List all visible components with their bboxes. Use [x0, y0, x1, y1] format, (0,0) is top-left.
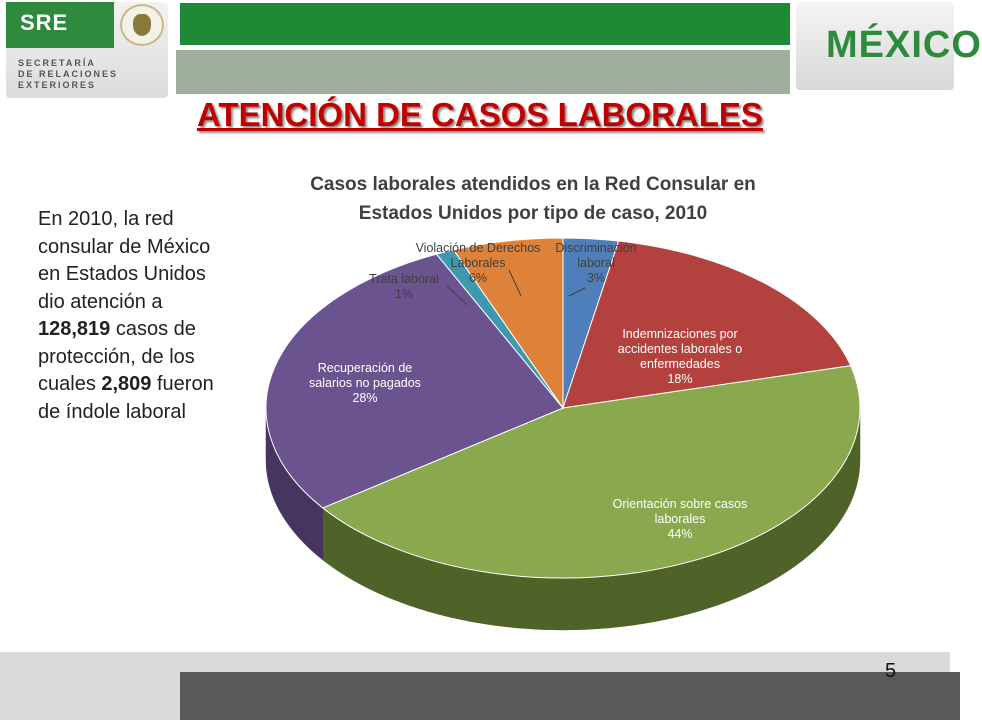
slice-label: Laborales: [450, 256, 506, 270]
slice-label: laborales: [654, 512, 706, 526]
summary-text: [38, 206, 228, 426]
page-number: 5: [885, 660, 897, 682]
slice-label: salarios no pagados: [309, 376, 421, 390]
slice-label: Trata laboral: [369, 272, 439, 286]
sre-name-line: EXTERIORES: [18, 80, 97, 90]
slice-percent-label: 18%: [667, 372, 693, 386]
chart-title-line: Estados Unidos por tipo de caso, 2010: [358, 203, 708, 224]
footer-dark-band: [180, 672, 960, 720]
slice-percent-label: 3%: [586, 271, 606, 285]
coat-of-arms-icon: [120, 4, 164, 46]
slice-label: Indemnizaciones por: [622, 327, 738, 341]
slice-label: accidentes laborales o: [617, 342, 743, 356]
slice-percent-label: 6%: [468, 271, 488, 285]
header-green-bar: [180, 3, 790, 45]
pie-chart: [255, 160, 865, 645]
header-gray-bar: [176, 50, 790, 94]
slice-label: Orientación sobre casos: [612, 497, 748, 511]
total-cases-value: 128,819: [38, 318, 111, 340]
chart-title-line: Casos laborales atendidos en la Red Consular en: [310, 174, 756, 195]
summary-intro: En 2010, la red consular de México en Estados Unidos dio atención a: [38, 208, 211, 313]
sre-full-name: [18, 58, 118, 91]
eagle-icon: [133, 14, 151, 36]
slice-label: enfermedades: [640, 357, 720, 371]
page-title: ATENCIÓN DE CASOS LABORALES: [197, 96, 763, 133]
slice-label: laboral: [577, 256, 615, 270]
slice-percent-label: 1%: [394, 287, 414, 301]
slice-percent-label: 28%: [352, 391, 378, 405]
summary-outro: fueron de índole laboral: [38, 373, 214, 423]
slice-label: Recuperación de: [317, 361, 413, 375]
sre-name-line: SECRETARÍA: [18, 58, 96, 68]
sre-acronym: SRE: [20, 10, 69, 35]
slice-label: Violación de Derechos: [415, 241, 541, 255]
sre-logo: [6, 2, 168, 98]
pie-slices: [266, 238, 860, 578]
mexico-wordmark: MÉXICO: [826, 24, 982, 66]
chart-title: [310, 174, 756, 224]
labor-cases-value: 2,809: [101, 373, 152, 395]
summary-mid: casos de protección, de los cuales: [38, 318, 196, 395]
slice-percent-label: 44%: [667, 527, 693, 541]
slice-label: Discriminación: [555, 241, 637, 255]
sre-name-line: DE RELACIONES: [18, 69, 119, 79]
